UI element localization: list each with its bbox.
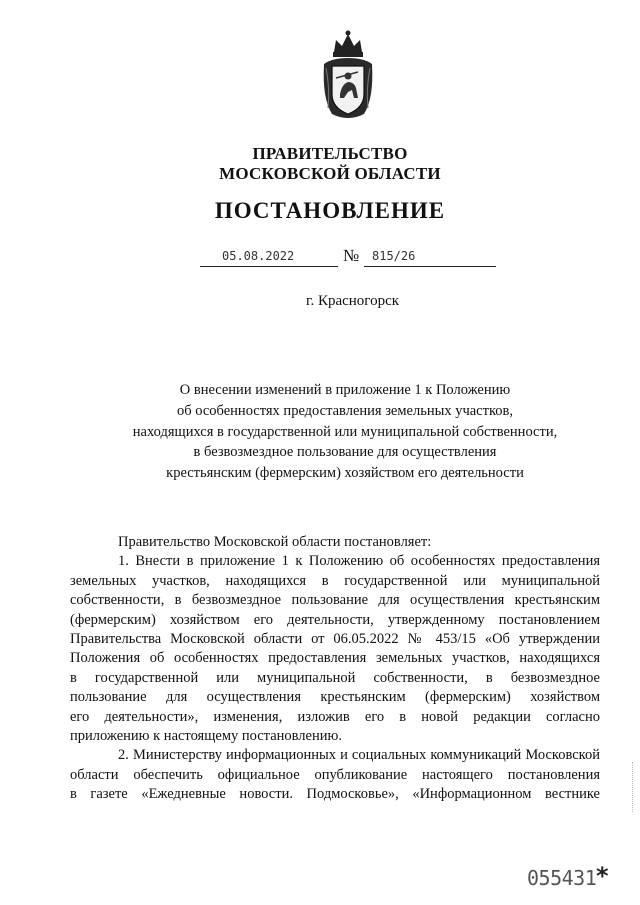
star-mark: * [596, 862, 609, 890]
title-line: в безвозмездное пользование для осуществления [193, 444, 497, 461]
body-line: области обеспечить официальное опубликование настоящего постановления [70, 766, 600, 783]
city-name: г. Красногорск [306, 293, 400, 309]
body-line: земельных участков, находящихся в государственной или муниципальной [70, 572, 600, 589]
title-line: об особенностях предоставления земельных участков, [177, 402, 513, 419]
document-type-title: ПОСТАНОВЛЕНИЕ [214, 198, 446, 223]
resolution-title [110, 380, 580, 484]
document-number: 815/26 [372, 249, 416, 263]
title-line: О внесении изменений в приложение 1 к Положению [179, 382, 511, 398]
document-date: 05.08.2022 [222, 249, 295, 263]
number-sign: № [343, 246, 360, 265]
organization-name-line1: ПРАВИТЕЛЬСТВО [252, 144, 408, 163]
body-line: Правительства Московской области от 06.05.2022 № 453/15 «Об утверждении [70, 631, 600, 648]
body-line: в государственной или муниципальной собственности, в безвозмездное [70, 669, 600, 686]
body-line: собственности, в безвозмездное пользование для осуществления крестьянским [70, 592, 600, 609]
body-line: (фермерским) хозяйством его деятельности, утвержденному постановлением [70, 611, 600, 628]
body-line: Положения об особенностях предоставления земельных участков, находящихся [70, 650, 600, 667]
title-line: крестьянским (фермерским) хозяйством его деятельности [166, 465, 524, 482]
scan-edge-mark [632, 762, 636, 812]
resolution-body [70, 533, 600, 805]
body-line: 1. Внести в приложение 1 к Положению об особенностях предоставления [118, 553, 600, 570]
body-line: приложению к настоящему постановлению. [70, 728, 342, 745]
body-line: 2. Министерству информационных и социальных коммуникаций Московской [118, 747, 600, 764]
document-serial-number: 055431 [527, 866, 597, 890]
body-line: Правительство Московской области постановляет: [118, 534, 432, 550]
organization-name-line2: МОСКОВСКОЙ ОБЛАСТИ [219, 164, 441, 183]
title-line: находящихся в государственной или муниципальной собственности, [132, 423, 558, 440]
coat-of-arms-emblem [318, 28, 378, 122]
body-line: пользование для осуществления крестьянским (фермерским) хозяйством [70, 689, 600, 706]
body-line: его деятельности», изменения, изложив его в новой редакции согласно [70, 708, 600, 725]
body-line: в газете «Ежедневные новости. Подмосковье», «Информационном вестнике [70, 786, 600, 803]
